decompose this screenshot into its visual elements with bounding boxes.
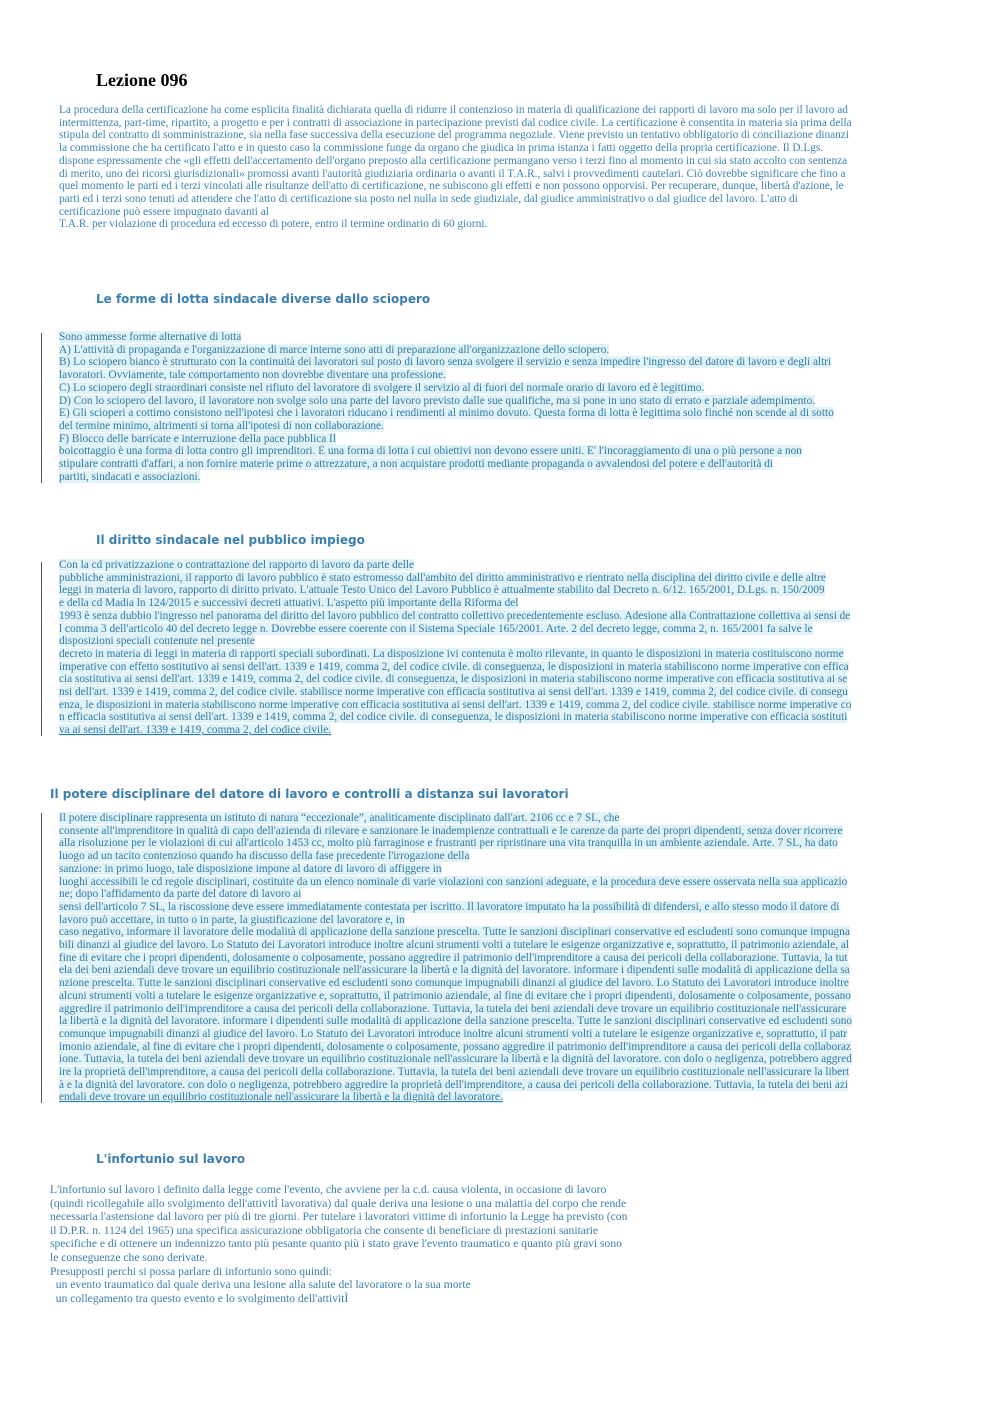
- paragraph-line: La procedura della certificazione ha come esplicita finalità dichiarata quella di ridurre il contenzioso in materia di qualificazione dei rapporti di lavoro ma solo per il lavoro ad: [59, 104, 848, 116]
- paragraph-line: lavoratori. Ovviamente, tale comportamento non dovrebbe diventare una professione.: [59, 369, 446, 382]
- paragraph-line: endali deve trovare un equilibrio costituzionale nell'assicurare la libertà e la dignità del lavoratore.: [59, 1091, 503, 1104]
- lesson-title: Lezione 096: [96, 70, 188, 90]
- disciplinare-paragraph: [59, 812, 964, 1104]
- paragraph-line: ne; dopo l'affidamento da parte del datore di lavoro ai: [59, 888, 302, 901]
- paragraph-line: ione. Tuttavia, la tutela dei beni aziendali deve trovare un equilibrio costituzionale nell'assicurare la libertà e la dignità del lavoratore. con dolo o negligenza, potrebbero aggred: [59, 1053, 852, 1066]
- paragraph-line: imperative con effetto sostitutivo ai sensi dell'art. 1339 e 1419, comma 2, del codice civile. di conseguenza, le disposizioni in materia stabiliscono norme imperative con effica: [59, 660, 849, 673]
- paragraph-line: D) Con lo sciopero del lavoro, il lavoratore non svolge solo una parte del lavoro previsto dalle sue qualifiche, ma si pone in uno stato di errato e parziale adempimento.: [59, 394, 816, 407]
- paragraph-line: nsi dell'art. 1339 e 1419, comma 2, del codice civile. stabilisce norme imperative con efficacia sostitutiva ai sensi dell'art. 1339 e 1419, comma 2, del codice civile. di consegu: [59, 686, 848, 699]
- paragraph-line: necessaria l'astensione dal lavoro per più di tre giorni. Per tutelare i lavoratori vittime di infortunio la Legge ha previsto (con: [50, 1210, 628, 1224]
- paragraph-line: pubbliche amministrazioni, il rapporto di lavoro pubblico è stato estromesso dall'ambito del diritto amministrativo e rientrato nella disciplina del diritto civile e delle altre: [59, 571, 826, 584]
- paragraph-line: Presupposti perchi si possa parlare di infortunio sono quindi:: [50, 1264, 333, 1278]
- paragraph-line: stipulare contratti d'affari, a non fornire materie prime o attrezzature, a non acquistare prodotti mediante propaganda o avvalendosi del potere e dell'autorità di: [59, 458, 774, 471]
- paragraph-line: di merito, uno dei ricorsi giurisdizionali» promossi avanti l'autorità giudiziaria ordinaria o avanti il T.A.R., salvi i provvedimenti cautelari. Ciò dovrebbe significare che fino a: [59, 167, 846, 180]
- paragraph-line: (quindi ricollegabile allo svolgimento dell'attivitÌ lavorativa) dal quale deriva una lesione o una malattia del corpo che rende: [50, 1196, 627, 1210]
- intro-paragraph: [59, 104, 959, 231]
- section-heading-infortunio: L'infortunio sul lavoro: [96, 1152, 246, 1166]
- paragraph-line: caso negativo, informare il lavoratore delle modalità di applicazione della sanzione prescelta. Tutte le sanzioni disciplinari conservative ed escludenti sono comunque impugna: [59, 926, 850, 939]
- paragraph-line: decreto in materia di leggi in materia di rapporti speciali subordinati. La disposizione ivi contenuta è molto rilevante, in quanto le disposizioni in materia costituiscono norme: [59, 647, 844, 660]
- paragraph-line: T.A.R. per violazione di procedura ed eccesso di potere, entro il termine ordinario di 60 giorni.: [59, 218, 488, 231]
- paragraph-line: à e la dignità del lavoratore. con dolo o negligenza, potrebbero aggredire la proprietà dell'imprenditore, a causa dei pericoli della collaborazione. Tuttavia, la tutela dei beni azi: [59, 1078, 849, 1091]
- paragraph-line: lavoro può accettare, in tutto o in parte, la giustificazione del lavoratore e, in: [59, 913, 405, 926]
- lotta-paragraph: [59, 331, 959, 483]
- paragraph-line: nzione prescelta. Tutte le sanzioni disciplinari conservative ed escludenti sono comunque impugnabili dinanzi al giudice del lavoro. Lo Statuto dei Lavoratori introduce inoltre: [59, 977, 849, 990]
- paragraph-line: un evento traumatico dal quale deriva una lesione alla salute del lavoratore o la sua morte: [50, 1278, 471, 1292]
- paragraph-line: cia sostitutiva ai sensi dell'art. 1339 e 1419, comma 2, del codice civile. di conseguenza, le disposizioni in materia stabiliscono norme imperative con efficacia sostitutiva ai se: [59, 673, 848, 686]
- paragraph-line: intermittenza, part-time, ripartito, a progetto e per i contratti di associazione in partecipazione previsti dal codice civile. La certificazione è consentita in materia sia prima della: [59, 116, 852, 129]
- revision-bar: [41, 333, 42, 483]
- paragraph-line: luogo ad un tacito contenzioso quando ha discusso della fase precedente l'irrogazione della: [59, 850, 470, 863]
- paragraph-line: un collegamento tra questo evento e lo svolgimento dell'attivitÌ: [50, 1291, 349, 1305]
- paragraph-line: alcuni strumenti volti a tutelare le esigenze organizzative e, soprattutto, il patrimonio aziendale, al fine di evitare che i propri dipendenti, dolosamente o colposamente, possano: [59, 989, 851, 1002]
- paragraph-line: 1993 è senza dubbio l'ingresso nel panorama del diritto del lavoro pubblico del contratto collettivo precedentemente escluso. Adesione alla Contrattazione collettiva ai sensi de: [59, 609, 851, 622]
- paragraph-line: B) Lo sciopero bianco è strutturato con la continuità dei lavoratori sul posto di lavoro senza svolgere il servizio e senza impedire l'ingresso del datore di lavoro e degli altri: [59, 356, 832, 369]
- paragraph-line: sensi dell'articolo 7 SL, la riscossione deve essere immediatamente contestata per iscritto. Il lavoratore imputato ha la possibilità di difendersi, e allo stesso modo il datore di: [59, 900, 840, 913]
- paragraph-line: luoghi accessibili le cd regole disciplinari, costituite da un elenco nominale di varie violazioni con sanzioni adeguate, e la procedura deve essere osservata nella sua applicazio: [59, 875, 848, 888]
- paragraph-line: fine di evitare che i propri dipendenti, dolosamente o colposamente, possano aggredire il patrimonio dell'imprenditore a causa dei pericoli della collaborazione. Tuttavia, la tut: [59, 951, 848, 964]
- paragraph-line: leggi in materia di lavoro, rapporto di diritto privato. L'attuale Testo Unico del Lavoro Pubblico è attualmente stabilito dal Decreto n. 6/12. 165/2001, D.Lgs. n. 150/2009: [59, 584, 825, 597]
- paragraph-line: del termine minimo, altrimenti si torna all'ipotesi di non collaborazione.: [59, 419, 384, 432]
- paragraph-line: A) L'attività di propaganda e l'organizzazione di marce interne sono atti di preparazione all'organizzazione dello sciopero.: [59, 343, 610, 356]
- paragraph-line: n efficacia sostitutiva ai sensi dell'art. 1339 e 1419, comma 2, del codice civile. di conseguenza, le disposizioni in materia stabiliscono norme imperative con efficacia sostituti: [59, 711, 848, 724]
- paragraph-line: consente all'imprenditore in qualità di capo dell'azienda di rilevare e sanzionare le inadempienze contrattuali e le carenze da parte dei propri dipendenti, senza dover ricorrere: [59, 824, 843, 837]
- paragraph-line: la commissione che ha certificato l'atto e in questo caso la commissione funge da organo che giudica in prima istanza i fatti oggetto della propria certificazione. Il D.Lgs.: [59, 142, 824, 155]
- paragraph-line: specifiche e di ottenere un indennizzo tanto più pesante quanto più i stato grave l'evento traumatico e quanto più gravi sono: [50, 1237, 622, 1251]
- revision-bar: [41, 813, 42, 1103]
- paragraph-line: imonio aziendale, al fine di evitare che i propri dipendenti, dolosamente o colposamente, possano aggredire il patrimonio dell'imprenditore a causa dei pericoli della collaboraz: [59, 1040, 851, 1053]
- paragraph-line: disposizioni speciali contenute nel presente: [59, 635, 255, 648]
- pubblico-paragraph: [59, 559, 961, 737]
- paragraph-line: il D.P.R. n. 1124 del 1965) una specifica assicurazione obbligatoria che consente di beneficiare di prestazioni sanitarie: [50, 1223, 599, 1237]
- paragraph-line: sanzione: in primo luogo, tale disposizione impone al datore di lavoro di affiggere in: [59, 862, 442, 875]
- paragraph-line: L'infortunio sul lavoro i definito dalla legge come l'evento, che avviene per la c.d. causa violenta, in occasione di lavoro: [50, 1183, 607, 1196]
- paragraph-line: enza, le disposizioni in materia stabiliscono norme imperative con efficacia sostitutiva ai sensi dell'art. 1339 e 1419, comma 2, del codice civile. stabilisce norme imperative co: [59, 698, 852, 711]
- paragraph-line: ire la proprietà dell'imprenditore, a causa dei pericoli della collaborazione. Tuttavia, la tutela dei beni aziendali deve trovare un equilibrio costituzionale nell'assicurare la libert: [59, 1066, 850, 1079]
- paragraph-line: parti ed i terzi sono tenuti ad attendere che l'atto di certificazione sia posto nel nulla in sede giudiziale, dal giudice amministrativo o dal giudice del lavoro. L'atto di: [59, 192, 798, 205]
- paragraph-line: Sono ammesse forme alternative di lotta: [59, 331, 242, 343]
- paragraph-line: Il potere disciplinare rappresenta un istituto di natura “eccezionale”, analiticamente disciplinato dall'art. 2106 cc e 7 SL, che: [59, 812, 620, 824]
- paragraph-line: dispone espressamente che «gli effetti dell'accertamento dell'organo preposto alla certificazione permangano verso i terzi fino al momento in cui sia stato accolto con sentenza: [59, 154, 848, 167]
- paragraph-line: aggredire il patrimonio dell'imprenditore a causa dei pericoli della collaborazione. Tuttavia, la tutela dei beni aziendali deve trovare un equilibrio costituzionale nell'assicurare: [59, 1002, 847, 1015]
- paragraph-line: la libertà e la dignità del lavoratore. informare i dipendenti sulle modalità di applicazione della sanzione prescelta. Tutte le sanzioni disciplinari conservative ed escludenti sono: [59, 1015, 853, 1028]
- paragraph-line: boicottaggio è una forma di lotta contro gli imprenditori. È una forma di lotta i cui obiettivi non devono essere uniti. E' l'incoraggiamento di una o più persone a non: [59, 445, 802, 458]
- paragraph-line: stipula del contratto di somministrazione, sia nella fase successiva della esecuzione del programma negoziale. Viene previsto un tentativo obbligatorio di conciliazione dinanzi: [59, 129, 849, 142]
- section-heading-lotta: Le forme di lotta sindacale diverse dallo sciopero: [96, 292, 431, 306]
- revision-bar: [41, 562, 42, 736]
- paragraph-line: l comma 3 dell'articolo 40 del decreto legge n. Dovrebbe essere coerente con il Sistema Speciale 165/2001. Arte. 2 del decreto legge, comma 2, n. 165/2001 fa salve le: [59, 622, 813, 635]
- paragraph-line: le conseguenze che sono derivate.: [50, 1250, 208, 1264]
- section-heading-disciplinare: Il potere disciplinare del datore di lavoro e controlli a distanza sui lavoratori: [50, 787, 569, 801]
- paragraph-line: C) Lo sciopero degli straordinari consiste nel rifiuto del lavoratore di svolgere il servizio al di fuori del normale orario di lavoro ed è legittimo.: [59, 381, 705, 394]
- section-heading-pubblico: Il diritto sindacale nel pubblico impiego: [96, 533, 365, 547]
- paragraph-line: certificazione può essere impugnato davanti al: [59, 205, 269, 218]
- paragraph-line: partiti, sindacati e associazioni.: [59, 470, 201, 483]
- paragraph-line: comunque impugnabili dinanzi al giudice del lavoro. Lo Statuto dei Lavoratori introduce inoltre alcuni strumenti volti a tutelare le esigenze organizzative e, soprattutto, il patr: [59, 1027, 848, 1040]
- infortunio-paragraph: [50, 1183, 770, 1305]
- paragraph-line: va ai sensi dell'art. 1339 e 1419, comma 2, del codice civile.: [59, 724, 332, 737]
- paragraph-line: ela dei beni aziendali deve trovare un equilibrio costituzionale nell'assicurare la libertà e la dignità del lavoratore. informare i dipendenti sulle modalità di applicazione della sa: [59, 964, 850, 977]
- paragraph-line: Con la cd privatizzazione o contrattazione del rapporto di lavoro da parte delle: [59, 559, 415, 571]
- paragraph-line: bili dinanzi al giudice del lavoro. Lo Statuto dei Lavoratori introduce inoltre alcuni strumenti volti a tutelare le esigenze organizzative e, soprattutto, il patrimonio aziendale, al: [59, 939, 849, 952]
- paragraph-line: alla risoluzione per le violazioni di cui all'articolo 1453 cc, molto più farraginose e frustranti per ripristinare una vita tranquilla in un ambiente aziendale. Arte. 7 SL, ha dato: [59, 837, 838, 850]
- paragraph-line: quel momento le parti ed i terzi vincolati alle risultanze dell'atto di certificazione, ne subiscono gli effetti e non possono opporvisi. Per recuperare, dunque, libertà d'azione, le: [59, 180, 844, 193]
- paragraph-line: E) Gli scioperi a cottimo consistono nell'ipotesi che i lavoratori riducano i rendimenti al minimo dovuto. Questa forma di lotta è legittima solo finché non scende al di sotto: [59, 407, 834, 420]
- paragraph-line: e della cd Madia ln 124/2015 e successivi decreti attuativi. L'aspetto più importante della Riforma del: [59, 597, 519, 610]
- paragraph-line: F) Blocco delle barricate e interruzione della pace pubblica Il: [59, 432, 336, 445]
